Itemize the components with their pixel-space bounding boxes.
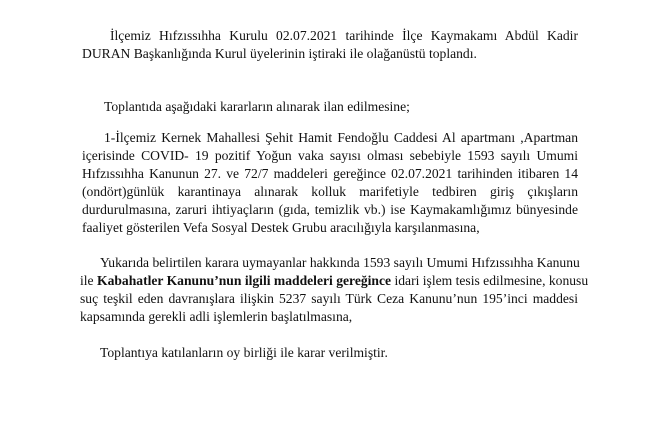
paragraph-4-line-2-post: idari işlem tesis edilmesine, konusu <box>391 273 589 288</box>
paragraph-2-line-1: Toplantıda aşağıdaki kararların alınarak ilan edilmesine; <box>104 99 410 114</box>
paragraph-4-bold-phrase: Kabahatler Kanunu’nun ilgili maddeleri gereğince <box>97 273 392 288</box>
paragraph-1-line-2: DURAN Başkanlığında Kurul üyelerinin iştiraki ile olağanüstü toplandı. <box>82 46 477 61</box>
paragraph-3-line-5: durdurulmasına, zaruri ihtiyaçların (gıda, temizlik vb.) ise Kaymakamlığımız bünyesinde <box>82 202 578 217</box>
paragraph-4-line-4: kapsamında gerekli adli işlemlerin başlatılmasına, <box>80 309 353 324</box>
paragraph-1-line-1: İlçemiz Hıfzıssıhha Kurulu 02.07.2021 tarihinde İlçe Kaymakamı Abdül Kadir <box>110 28 578 43</box>
paragraph-4-line-2 <box>80 272 589 290</box>
paragraph-4-line-1: Yukarıda belirtilen karara uymayanlar hakkında 1593 sayılı Umumi Hıfzıssıhha Kanunu <box>100 255 580 270</box>
paragraph-3-line-1: 1-İlçemiz Kernek Mahallesi Şehit Hamit Fendoğlu Caddesi Al apartmanı ,Apartman <box>104 130 578 145</box>
paragraph-3-line-4: (ondört)günlük karantinaya alınarak kolluk marifetiyle tedbiren giriş çıkışların <box>82 184 578 199</box>
paragraph-3-line-3: Hıfzıssıhha Kanunun 27. ve 72/7 maddeleri gereğince 02.07.2021 tarihinden itibaren 14 <box>82 166 578 181</box>
paragraph-4-line-2-pre: ile <box>80 273 97 288</box>
paragraph-3-line-6: faaliyet gösterilen Vefa Sosyal Destek Grubu aracılığıyla karşılanmasına, <box>82 220 480 235</box>
paragraph-4-line-3: suç teşkil eden davranışlara ilişkin 5237 sayılı Türk Ceza Kanunu’nun 195’inci maddesi <box>80 291 578 306</box>
paragraph-3-line-2: içerisinde COVID- 19 pozitif Yoğun vaka sayısı olması sebebiyle 1593 sayılı Umumi <box>82 148 578 163</box>
paragraph-5-line-1: Toplantıya katılanların oy birliği ile karar verilmiştir. <box>100 345 388 360</box>
